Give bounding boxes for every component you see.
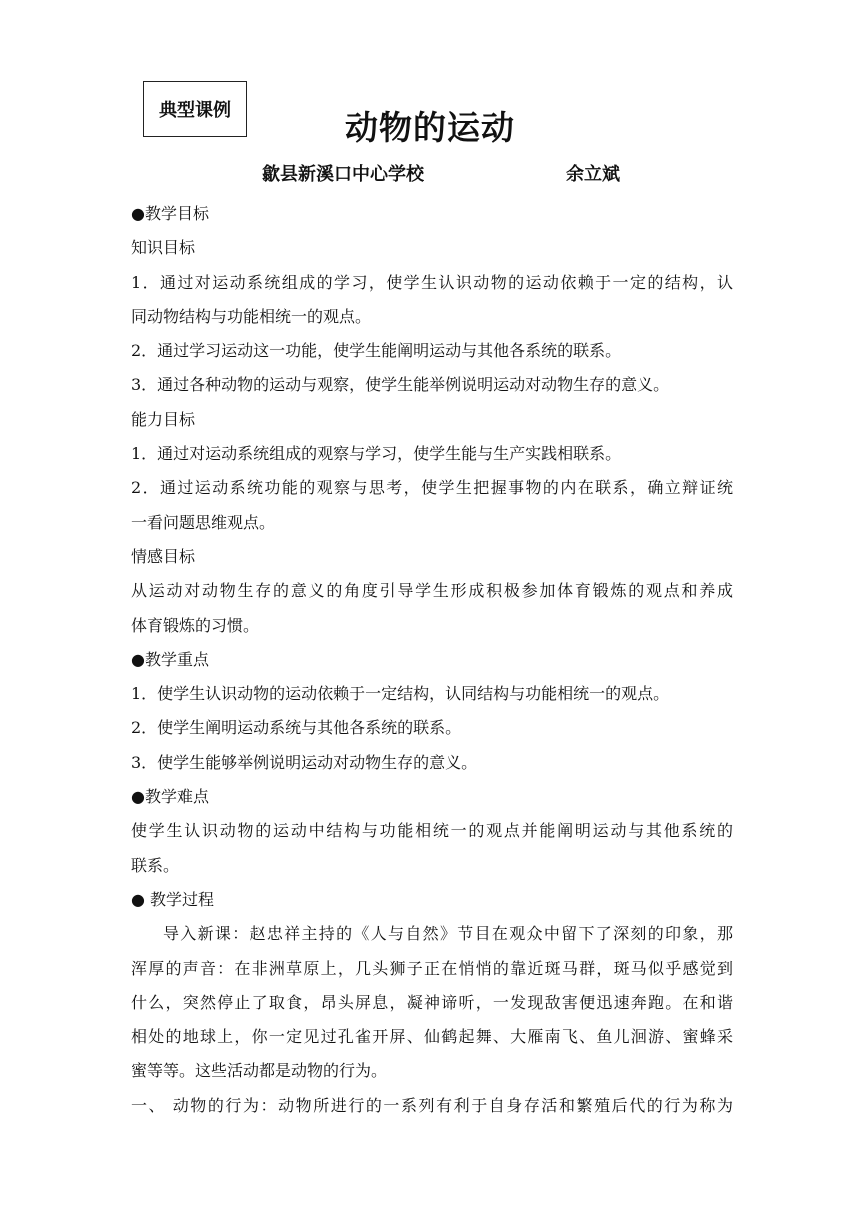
page-title: 动物的运动 [345,108,515,147]
paragraph-line: 浑厚的声音：在非洲草原上，几头狮子正在悄悄的靠近斑马群，斑马似乎感觉到 [131,958,733,978]
paragraph-line: 3．使学生能够举例说明运动对动物生存的意义。 [131,752,478,772]
paragraph-line: 体育锻炼的习惯。 [131,615,260,635]
paragraph-line: 导入新课：赵忠祥主持的《人与自然》节目在观众中留下了深刻的印象，那 [163,924,733,944]
author-name: 余立斌 [566,164,620,185]
section-heading-difficulties: ●教学难点 [131,787,209,807]
paragraph-line: 联系。 [131,855,180,875]
paragraph-line: 3．通过各种动物的运动与观察，使学生能举例说明运动对动物生存的意义。 [131,375,670,395]
section-heading-key-points: ●教学重点 [131,649,209,669]
paragraph-line: 什么，突然停止了取食，昂头屏息，凝神谛听，一发现敌害便迅速奔跑。在和谐 [131,992,733,1012]
school-name: 歙县新溪口中心学校 [262,164,424,185]
paragraph-line: 2．使学生阐明运动系统与其他各系统的联系。 [131,718,462,738]
section-heading-process: ● 教学过程 [131,889,215,909]
paragraph-line: 1．通过对运动系统组成的学习，使学生认识动物的运动依赖于一定的结构，认 [131,272,733,292]
subheading-ability: 能力目标 [131,409,196,429]
paragraph-line: 相处的地球上，你一定见过孔雀开屏、仙鹤起舞、大雁南飞、鱼儿洄游、蜜蜂采 [131,1027,733,1047]
paragraph-line: 1．通过对运动系统组成的观察与学习，使学生能与生产实践相联系。 [131,444,622,464]
subheading-knowledge: 知识目标 [131,238,196,258]
paragraph-line: 一看问题思维观点。 [131,512,276,532]
document-body [131,197,733,1123]
lesson-type-tag: 典型课例 [143,81,247,137]
section-heading-objectives: ●教学目标 [131,204,209,223]
numbered-heading-line: 一、 动物的行为：动物所进行的一系列有利于自身存活和繁殖后代的行为称为 [131,1095,733,1115]
paragraph-line: 从运动对动物生存的意义的角度引导学生形成积极参加体育锻炼的观点和养成 [131,581,733,601]
paragraph-line: 蜜等等。这些活动都是动物的行为。 [131,1061,388,1081]
paragraph-line: 使学生认识动物的运动中结构与功能相统一的观点并能阐明运动与其他系统的 [131,821,733,841]
paragraph-line: 2．通过运动系统功能的观察与思考，使学生把握事物的内在联系，确立辩证统 [131,478,733,498]
paragraph-line: 同动物结构与功能相统一的观点。 [131,306,372,326]
paragraph-line: 2．通过学习运动这一功能，使学生能阐明运动与其他各系统的联系。 [131,341,622,361]
paragraph-line: 1．使学生认识动物的运动依赖于一定结构，认同结构与功能相统一的观点。 [131,684,670,704]
subheading-emotion: 情感目标 [131,546,196,566]
